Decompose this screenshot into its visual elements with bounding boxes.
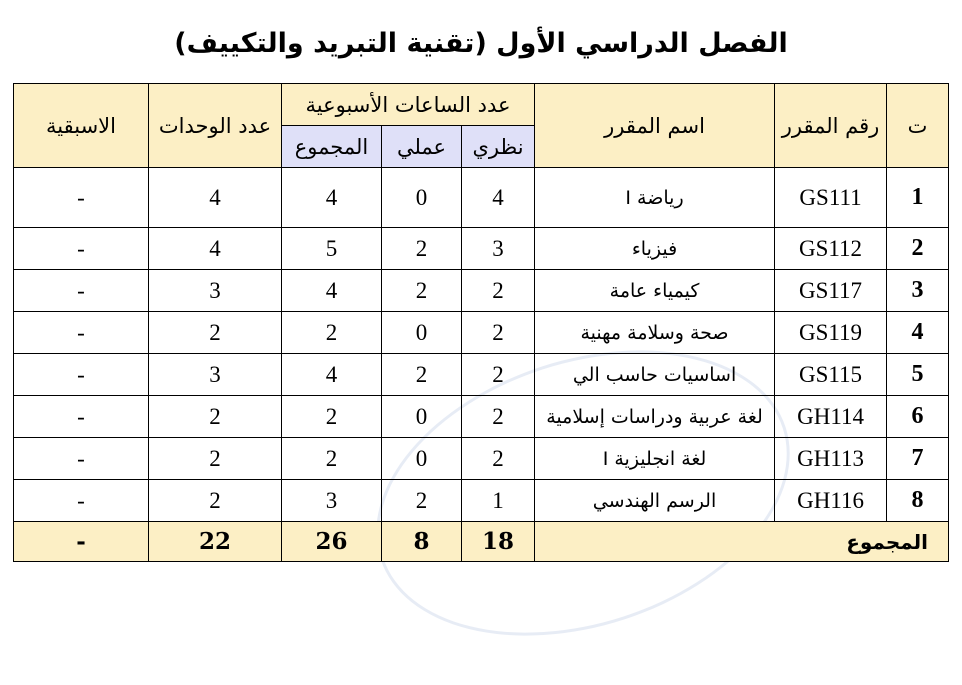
row-total: 2 [282, 438, 382, 480]
row-total: 4 [282, 168, 382, 228]
row-index: 6 [887, 396, 949, 438]
totals-prerequisite: - [14, 522, 149, 562]
table-row [14, 354, 949, 396]
row-total: 3 [282, 480, 382, 522]
row-course-name: لغة انجليزية I [535, 438, 775, 480]
row-units: 2 [149, 480, 282, 522]
row-index: 3 [887, 270, 949, 312]
table-row [14, 228, 949, 270]
row-theory: 2 [462, 312, 535, 354]
row-theory: 2 [462, 270, 535, 312]
row-course-name: لغة عربية ودراسات إسلامية [535, 396, 775, 438]
row-practical: 0 [382, 438, 462, 480]
table-row [14, 396, 949, 438]
totals-row [14, 522, 949, 562]
row-prerequisite: - [14, 396, 149, 438]
row-units: 4 [149, 168, 282, 228]
row-total: 4 [282, 270, 382, 312]
row-index: 7 [887, 438, 949, 480]
row-theory: 4 [462, 168, 535, 228]
table-row [14, 168, 949, 228]
header-prerequisite: الاسبقية [14, 84, 149, 168]
row-prerequisite: - [14, 168, 149, 228]
totals-total: 26 [282, 522, 382, 562]
row-practical: 2 [382, 480, 462, 522]
row-practical: 0 [382, 396, 462, 438]
row-course-code: GH116 [775, 480, 887, 522]
row-index: 1 [887, 168, 949, 228]
row-total: 5 [282, 228, 382, 270]
header-course-code: رقم المقرر [775, 84, 887, 168]
row-practical: 2 [382, 270, 462, 312]
page-title: الفصل الدراسي الأول (تقنية التبريد والتكييف) [174, 28, 788, 59]
row-practical: 0 [382, 168, 462, 228]
row-prerequisite: - [14, 312, 149, 354]
row-units: 2 [149, 438, 282, 480]
course-table [13, 83, 949, 562]
row-theory: 1 [462, 480, 535, 522]
row-course-code: GH114 [775, 396, 887, 438]
row-index: 4 [887, 312, 949, 354]
row-theory: 3 [462, 228, 535, 270]
row-prerequisite: - [14, 270, 149, 312]
header-course-name: اسم المقرر [535, 84, 775, 168]
row-prerequisite: - [14, 354, 149, 396]
row-units: 2 [149, 312, 282, 354]
row-course-name: رياضة I [535, 168, 775, 228]
row-prerequisite: - [14, 480, 149, 522]
row-prerequisite: - [14, 228, 149, 270]
totals-label: المجموع [535, 522, 949, 562]
row-practical: 0 [382, 312, 462, 354]
row-index: 8 [887, 480, 949, 522]
row-course-name: فيزياء [535, 228, 775, 270]
row-course-name: كيمياء عامة [535, 270, 775, 312]
row-theory: 2 [462, 354, 535, 396]
row-course-code: GS117 [775, 270, 887, 312]
row-practical: 2 [382, 228, 462, 270]
header-practical: عملي [382, 126, 462, 168]
row-total: 2 [282, 396, 382, 438]
row-course-code: GS112 [775, 228, 887, 270]
row-index: 5 [887, 354, 949, 396]
row-units: 3 [149, 354, 282, 396]
row-units: 2 [149, 396, 282, 438]
header-weekly-hours: عدد الساعات الأسبوعية [282, 84, 535, 126]
table-row [14, 270, 949, 312]
row-practical: 2 [382, 354, 462, 396]
row-course-name: اساسيات حاسب الي [535, 354, 775, 396]
table-row [14, 312, 949, 354]
header-theory: نظري [462, 126, 535, 168]
row-theory: 2 [462, 438, 535, 480]
row-total: 2 [282, 312, 382, 354]
totals-theory: 18 [462, 522, 535, 562]
totals-units: 22 [149, 522, 282, 562]
row-course-code: GS111 [775, 168, 887, 228]
row-total: 4 [282, 354, 382, 396]
row-units: 3 [149, 270, 282, 312]
row-course-code: GS119 [775, 312, 887, 354]
row-units: 4 [149, 228, 282, 270]
row-theory: 2 [462, 396, 535, 438]
table-row [14, 480, 949, 522]
header-index: ت [887, 84, 949, 168]
header-units: عدد الوحدات [149, 84, 282, 168]
row-prerequisite: - [14, 438, 149, 480]
row-course-code: GS115 [775, 354, 887, 396]
row-index: 2 [887, 228, 949, 270]
row-course-code: GH113 [775, 438, 887, 480]
row-course-name: صحة وسلامة مهنية [535, 312, 775, 354]
totals-practical: 8 [382, 522, 462, 562]
row-course-name: الرسم الهندسي [535, 480, 775, 522]
table-row [14, 438, 949, 480]
header-total: المجموع [282, 126, 382, 168]
